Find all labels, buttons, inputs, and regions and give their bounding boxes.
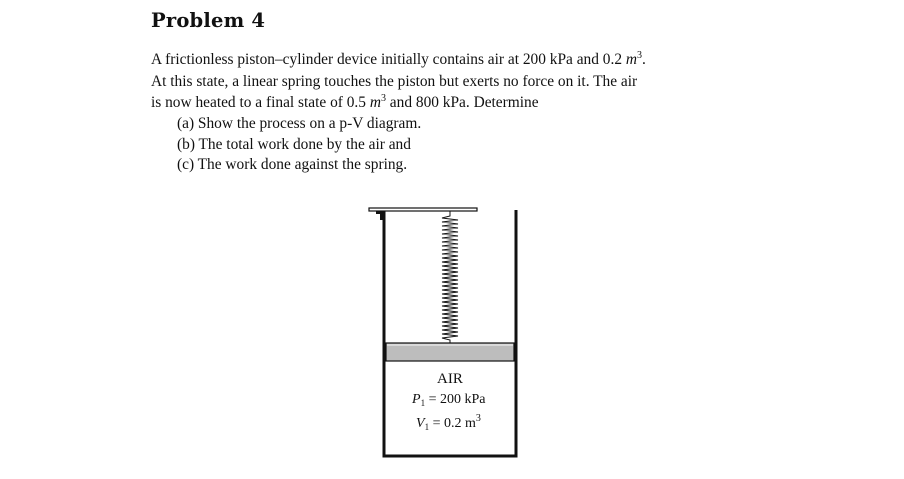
volume-value: = 0.2 m — [429, 416, 476, 431]
spring-top-plate — [369, 208, 477, 211]
paragraph-line-3 — [151, 93, 539, 113]
unit-exponent: 3 — [637, 50, 642, 61]
spring-bracket — [376, 211, 383, 220]
volume-subscript: 1 — [424, 422, 430, 432]
unit-symbol: m — [369, 94, 381, 111]
volume-label — [416, 413, 481, 432]
pressure-label — [412, 392, 485, 408]
paragraph-text: . — [642, 51, 646, 68]
air-label: AIR — [437, 371, 463, 387]
pressure-symbol: P — [412, 392, 421, 407]
piston-cylinder-figure — [360, 198, 532, 468]
unit-exponent: 3 — [380, 93, 386, 104]
paragraph-text: A frictionless piston–cylinder device initially contains air at 200 kPa and 0.2 — [151, 51, 626, 68]
paragraph-text: is now heated to a final state of 0.5 — [151, 94, 370, 111]
list-item-a: (a) Show the process on a p-V diagram. — [177, 115, 422, 132]
pressure-subscript: 1 — [420, 398, 426, 408]
paragraph-line-2: At this state, a linear spring touches the piston but exerts no force on it. The air — [151, 73, 638, 90]
problem-title: Problem 4 — [151, 9, 266, 32]
unit-symbol: m — [625, 51, 637, 68]
paragraph-line-1 — [151, 50, 646, 70]
spring-coil — [442, 211, 458, 343]
volume-symbol: V — [416, 416, 425, 431]
pressure-value: = 200 kPa — [425, 392, 486, 407]
list-item-c: (c) The work done against the spring. — [177, 156, 408, 173]
volume-exponent: 3 — [475, 413, 481, 424]
paragraph-text: and 800 kPa. Determine — [385, 94, 539, 111]
list-item-b: (b) The total work done by the air and — [177, 136, 411, 153]
